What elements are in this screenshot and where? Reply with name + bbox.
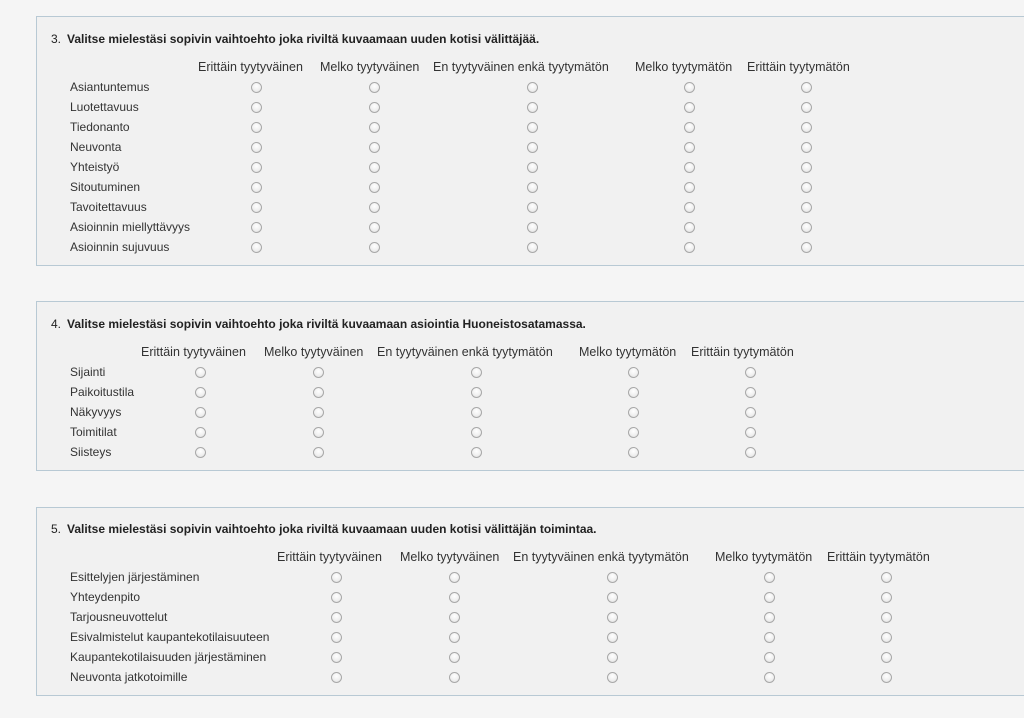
rating-radio-button[interactable] (764, 592, 775, 603)
rating-radio-button[interactable] (195, 387, 206, 398)
rating-radio-button[interactable] (745, 387, 756, 398)
rating-radio-button[interactable] (607, 612, 618, 623)
column-header: En tyytyväinen enkä tyytymätön (377, 345, 553, 359)
rating-radio-button[interactable] (764, 652, 775, 663)
rating-radio-button[interactable] (801, 162, 812, 173)
rating-radio-button[interactable] (251, 82, 262, 93)
rating-radio-button[interactable] (251, 162, 262, 173)
row-label: Neuvonta jatkotoimille (70, 670, 188, 684)
rating-radio-button[interactable] (195, 447, 206, 458)
rating-radio-button[interactable] (684, 82, 695, 93)
column-header: En tyytyväinen enkä tyytymätön (513, 550, 689, 564)
question-number: 3. (51, 32, 62, 46)
rating-radio-button[interactable] (369, 82, 380, 93)
rating-radio-button[interactable] (527, 102, 538, 113)
rating-radio-button[interactable] (801, 142, 812, 153)
rating-radio-button[interactable] (628, 367, 639, 378)
rating-radio-button[interactable] (764, 672, 775, 683)
rating-radio-button[interactable] (369, 182, 380, 193)
row-label: Asioinnin sujuvuus (70, 240, 170, 254)
row-label: Luotettavuus (70, 100, 139, 114)
rating-radio-button[interactable] (684, 142, 695, 153)
column-header: Erittäin tyytyväinen (198, 60, 303, 74)
rating-radio-button[interactable] (684, 182, 695, 193)
rating-radio-button[interactable] (195, 367, 206, 378)
rating-radio-button[interactable] (628, 407, 639, 418)
rating-radio-button[interactable] (684, 122, 695, 133)
column-header: Erittäin tyytymätön (747, 60, 850, 74)
rating-radio-button[interactable] (471, 427, 482, 438)
rating-radio-button[interactable] (745, 447, 756, 458)
row-label: Tarjousneuvottelut (70, 610, 168, 624)
rating-radio-button[interactable] (684, 102, 695, 113)
rating-radio-button[interactable] (607, 672, 618, 683)
row-label: Esittelyjen järjestäminen (70, 570, 200, 584)
rating-radio-button[interactable] (684, 222, 695, 233)
rating-radio-button[interactable] (801, 122, 812, 133)
rating-radio-button[interactable] (251, 222, 262, 233)
rating-radio-button[interactable] (313, 367, 324, 378)
rating-radio-button[interactable] (527, 122, 538, 133)
rating-radio-button[interactable] (369, 122, 380, 133)
rating-radio-button[interactable] (471, 447, 482, 458)
rating-radio-button[interactable] (527, 142, 538, 153)
rating-radio-button[interactable] (881, 592, 892, 603)
rating-radio-button[interactable] (801, 182, 812, 193)
rating-radio-button[interactable] (331, 672, 342, 683)
rating-radio-button[interactable] (745, 367, 756, 378)
rating-radio-button[interactable] (369, 102, 380, 113)
rating-radio-button[interactable] (449, 612, 460, 623)
rating-radio-button[interactable] (449, 592, 460, 603)
row-label: Tavoitettavuus (70, 200, 147, 214)
rating-radio-button[interactable] (881, 572, 892, 583)
rating-radio-button[interactable] (251, 102, 262, 113)
rating-radio-button[interactable] (251, 202, 262, 213)
rating-radio-button[interactable] (471, 367, 482, 378)
rating-radio-button[interactable] (449, 672, 460, 683)
rating-radio-button[interactable] (607, 652, 618, 663)
rating-radio-button[interactable] (369, 162, 380, 173)
rating-radio-button[interactable] (801, 242, 812, 253)
question-title: Valitse mielestäsi sopivin vaihtoehto joka riviltä kuvaamaan uuden kotisi välittäjää. (67, 32, 540, 46)
rating-radio-button[interactable] (313, 387, 324, 398)
rating-radio-button[interactable] (369, 142, 380, 153)
column-header: Melko tyytyväinen (264, 345, 364, 359)
rating-radio-button[interactable] (881, 612, 892, 623)
row-label: Esivalmistelut kaupantekotilaisuuteen (70, 630, 270, 644)
rating-radio-button[interactable] (684, 242, 695, 253)
row-label: Näkyvyys (70, 405, 122, 419)
question-number: 5. (51, 522, 62, 536)
rating-radio-button[interactable] (331, 652, 342, 663)
row-label: Sijainti (70, 365, 106, 379)
question-block (36, 16, 1024, 266)
rating-radio-button[interactable] (801, 82, 812, 93)
rating-radio-button[interactable] (313, 427, 324, 438)
rating-radio-button[interactable] (801, 202, 812, 213)
rating-radio-button[interactable] (251, 242, 262, 253)
rating-radio-button[interactable] (745, 427, 756, 438)
rating-radio-button[interactable] (471, 407, 482, 418)
rating-radio-button[interactable] (607, 572, 618, 583)
rating-radio-button[interactable] (313, 447, 324, 458)
rating-radio-button[interactable] (369, 202, 380, 213)
rating-radio-button[interactable] (801, 222, 812, 233)
column-header: Erittäin tyytyväinen (141, 345, 246, 359)
rating-radio-button[interactable] (628, 427, 639, 438)
rating-radio-button[interactable] (628, 387, 639, 398)
column-header: Erittäin tyytyväinen (277, 550, 382, 564)
question-title: Valitse mielestäsi sopivin vaihtoehto joka riviltä kuvaamaan asiointia Huoneistosatamassa. (67, 317, 586, 331)
rating-radio-button[interactable] (195, 427, 206, 438)
question-title: Valitse mielestäsi sopivin vaihtoehto joka riviltä kuvaamaan uuden kotisi välittäjän toimintaa. (67, 522, 597, 536)
rating-radio-button[interactable] (313, 407, 324, 418)
rating-radio-button[interactable] (449, 572, 460, 583)
column-header: Erittäin tyytymätön (691, 345, 794, 359)
row-label: Sitoutuminen (70, 180, 141, 194)
rating-radio-button[interactable] (449, 652, 460, 663)
row-label: Siisteys (70, 445, 112, 459)
rating-radio-button[interactable] (881, 632, 892, 643)
rating-radio-button[interactable] (331, 612, 342, 623)
row-label: Tiedonanto (70, 120, 130, 134)
row-label: Yhteydenpito (70, 590, 141, 604)
column-header: En tyytyväinen enkä tyytymätön (433, 60, 609, 74)
rating-radio-button[interactable] (684, 202, 695, 213)
row-label: Kaupantekotilaisuuden järjestäminen (70, 650, 267, 664)
rating-radio-button[interactable] (527, 222, 538, 233)
rating-radio-button[interactable] (801, 102, 812, 113)
rating-radio-button[interactable] (251, 122, 262, 133)
rating-radio-button[interactable] (764, 612, 775, 623)
rating-radio-button[interactable] (527, 202, 538, 213)
column-header: Erittäin tyytymätön (827, 550, 930, 564)
rating-radio-button[interactable] (527, 162, 538, 173)
rating-radio-button[interactable] (471, 387, 482, 398)
rating-radio-button[interactable] (764, 632, 775, 643)
rating-radio-button[interactable] (628, 447, 639, 458)
rating-radio-button[interactable] (607, 592, 618, 603)
rating-radio-button[interactable] (745, 407, 756, 418)
rating-radio-button[interactable] (607, 632, 618, 643)
rating-radio-button[interactable] (527, 182, 538, 193)
question-block (36, 507, 1024, 696)
column-header: Melko tyytyväinen (400, 550, 500, 564)
rating-radio-button[interactable] (331, 572, 342, 583)
rating-radio-button[interactable] (881, 652, 892, 663)
rating-radio-button[interactable] (195, 407, 206, 418)
rating-radio-button[interactable] (369, 222, 380, 233)
rating-radio-button[interactable] (881, 672, 892, 683)
rating-radio-button[interactable] (684, 162, 695, 173)
column-header: Melko tyytymätön (635, 60, 733, 74)
question-block (36, 301, 1024, 471)
rating-radio-button[interactable] (331, 592, 342, 603)
rating-radio-button[interactable] (764, 572, 775, 583)
row-label: Asiantuntemus (70, 80, 150, 94)
rating-radio-button[interactable] (527, 82, 538, 93)
column-header: Melko tyytyväinen (320, 60, 420, 74)
rating-radio-button[interactable] (251, 142, 262, 153)
rating-radio-button[interactable] (369, 242, 380, 253)
column-header: Melko tyytymätön (579, 345, 677, 359)
column-header: Melko tyytymätön (715, 550, 813, 564)
row-label: Asioinnin miellyttävyys (70, 220, 191, 234)
question-number: 4. (51, 317, 62, 331)
row-label: Toimitilat (70, 425, 117, 439)
row-label: Neuvonta (70, 140, 122, 154)
rating-radio-button[interactable] (449, 632, 460, 643)
rating-radio-button[interactable] (527, 242, 538, 253)
row-label: Yhteistyö (70, 160, 120, 174)
rating-radio-button[interactable] (331, 632, 342, 643)
row-label: Paikoitustila (70, 385, 135, 399)
rating-radio-button[interactable] (251, 182, 262, 193)
